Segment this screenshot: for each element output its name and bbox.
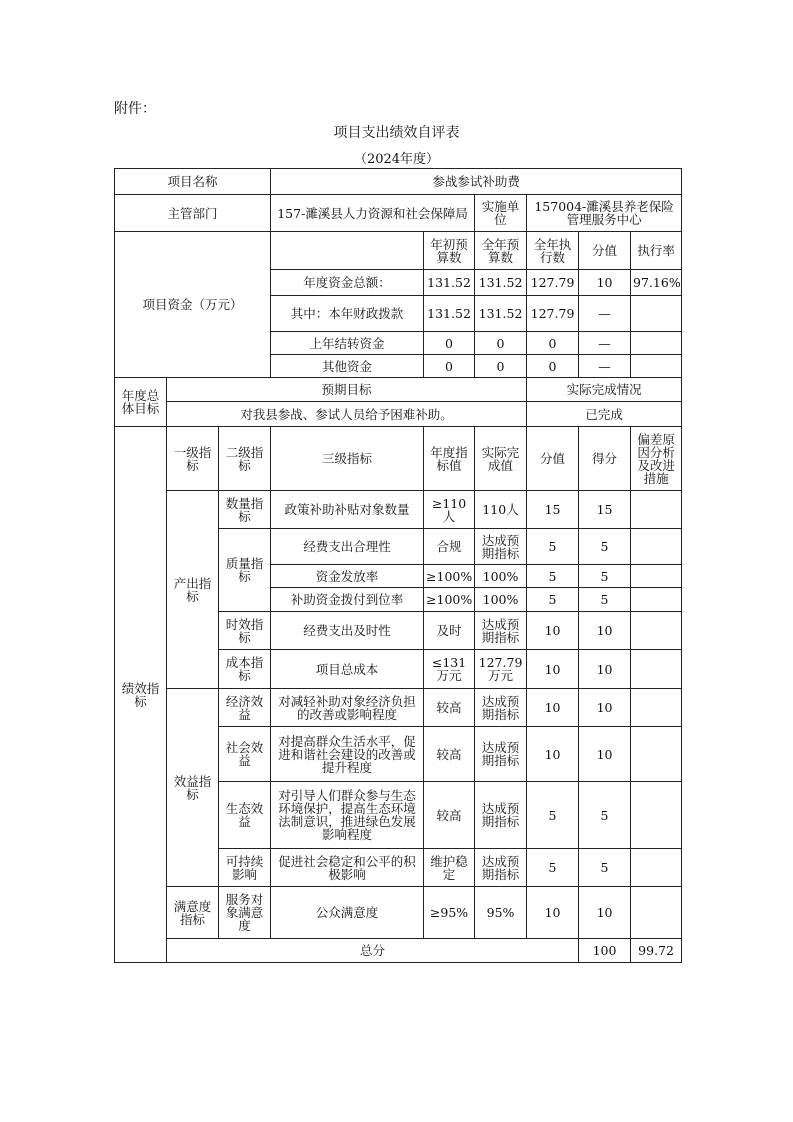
- funds-header: 分值: [579, 232, 631, 270]
- impl-unit-value: 157004-濉溪县养老保险管理服务中心: [527, 195, 682, 232]
- score-value: 10: [527, 650, 579, 689]
- actual-value: 达成预期指标: [475, 782, 527, 849]
- funds-rate: 97.16%: [631, 270, 682, 296]
- score: 5: [579, 782, 631, 849]
- funds-row-label: 其他资金: [271, 355, 424, 378]
- actual-value: 达成预期指标: [475, 727, 527, 782]
- level3-indicator: 政策补助补贴对象数量: [271, 491, 424, 529]
- page-title: 项目支出绩效自评表: [333, 125, 460, 141]
- indicator-row: [115, 887, 682, 939]
- indicator-header: 三级指标: [271, 427, 424, 491]
- actual-value: 127.79万元: [475, 650, 527, 689]
- indicator-header: 得分: [579, 427, 631, 491]
- score: 5: [579, 849, 631, 887]
- deviation-note: [631, 782, 682, 849]
- funds-init: 0: [424, 332, 475, 355]
- funds-header: 年初预算数: [424, 232, 475, 270]
- target-value: 较高: [424, 689, 475, 727]
- level1-benefit: 效益指标: [167, 689, 219, 887]
- level3-indicator: 对提高群众生活水平，促进和谐社会建设的改善或提升程度: [271, 727, 424, 782]
- target-value: ≥95%: [424, 887, 475, 939]
- funds-header-row: [115, 232, 682, 270]
- level2-sustainable: 可持续影响: [219, 849, 271, 887]
- impl-unit-label: 实施单位: [475, 195, 527, 232]
- target-value: 较高: [424, 782, 475, 849]
- score: 10: [579, 727, 631, 782]
- funds-header-blank: [271, 232, 424, 270]
- goals-expected: 对我县参战、参试人员给予困难补助。: [167, 402, 527, 427]
- level3-indicator: 经费支出合理性: [271, 529, 424, 565]
- score: 5: [579, 565, 631, 588]
- funds-init: 131.52: [424, 270, 475, 296]
- level2-economic: 经济效益: [219, 689, 271, 727]
- goals-actual-header: 实际完成情况: [527, 378, 682, 402]
- score-value: 10: [527, 689, 579, 727]
- level2-timeliness: 时效指标: [219, 612, 271, 650]
- score: 15: [579, 491, 631, 529]
- funds-init: 131.52: [424, 296, 475, 332]
- funds-annual: 131.52: [475, 270, 527, 296]
- level3-indicator: 经费支出及时性: [271, 612, 424, 650]
- indicator-header: 二级指标: [219, 427, 271, 491]
- funds-header: 执行率: [631, 232, 682, 270]
- total-row: [115, 939, 682, 963]
- level2-ecological: 生态效益: [219, 782, 271, 849]
- actual-value: 达成预期指标: [475, 529, 527, 565]
- level3-indicator: 对引导人们群众参与生态环境保护，提高生态环境法制意识，推进绿色发展影响程度: [271, 782, 424, 849]
- score-value: 5: [527, 529, 579, 565]
- level3-indicator: 公众满意度: [271, 887, 424, 939]
- actual-value: 达成预期指标: [475, 612, 527, 650]
- target-value: ≥100%: [424, 588, 475, 612]
- deviation-note: [631, 588, 682, 612]
- funds-score-value: —: [579, 332, 631, 355]
- project-name-row: [115, 169, 682, 195]
- goals-row: [115, 402, 682, 427]
- funds-rate: [631, 332, 682, 355]
- level3-indicator: 项目总成本: [271, 650, 424, 689]
- indicator-row: [115, 689, 682, 727]
- level2-quantity: 数量指标: [219, 491, 271, 529]
- actual-value: 100%: [475, 565, 527, 588]
- funds-score-value: 10: [579, 270, 631, 296]
- score: 10: [579, 689, 631, 727]
- indicator-header: 分值: [527, 427, 579, 491]
- score: 10: [579, 650, 631, 689]
- funds-row-label: 上年结转资金: [271, 332, 424, 355]
- level2-service-satisfaction: 服务对象满意度: [219, 887, 271, 939]
- indicators-label: 绩效指标: [115, 427, 167, 963]
- level3-indicator: 促进社会稳定和公平的积极影响: [271, 849, 424, 887]
- score: 10: [579, 612, 631, 650]
- target-value: ≥110人: [424, 491, 475, 529]
- level1-output: 产出指标: [167, 491, 219, 689]
- funds-score-value: —: [579, 355, 631, 378]
- actual-value: 95%: [475, 887, 527, 939]
- funds-score-value: —: [579, 296, 631, 332]
- evaluation-table: [114, 168, 682, 963]
- indicator-header: 实际完成值: [475, 427, 527, 491]
- funds-exec: 0: [527, 332, 579, 355]
- score-value: 10: [527, 727, 579, 782]
- score-value: 15: [527, 491, 579, 529]
- funds-exec: 127.79: [527, 270, 579, 296]
- dept-label: 主管部门: [115, 195, 271, 232]
- level3-indicator: 对减轻补助对象经济负担的改善或影响程度: [271, 689, 424, 727]
- deviation-note: [631, 727, 682, 782]
- goals-expected-header: 预期目标: [167, 378, 527, 402]
- goals-actual: 已完成: [527, 402, 682, 427]
- level2-quality: 质量指标: [219, 529, 271, 612]
- total-score-value: 100: [579, 939, 631, 963]
- goals-header-row: [115, 378, 682, 402]
- funds-row-label: 年度资金总额：: [271, 270, 424, 296]
- level2-cost: 成本指标: [219, 650, 271, 689]
- score-value: 10: [527, 887, 579, 939]
- deviation-note: [631, 612, 682, 650]
- dept-value: 157-濉溪县人力资源和社会保障局: [271, 195, 475, 232]
- deviation-note: [631, 491, 682, 529]
- funds-annual: 0: [475, 332, 527, 355]
- target-value: ≤131万元: [424, 650, 475, 689]
- total-score: 99.72: [631, 939, 682, 963]
- deviation-note: [631, 887, 682, 939]
- target-value: 及时: [424, 612, 475, 650]
- target-value: ≥100%: [424, 565, 475, 588]
- project-name-value: 参战参试补助费: [271, 169, 682, 195]
- funds-header: 全年预算数: [475, 232, 527, 270]
- target-value: 较高: [424, 727, 475, 782]
- indicator-row: [115, 491, 682, 529]
- deviation-note: [631, 849, 682, 887]
- score: 10: [579, 887, 631, 939]
- level3-indicator: 补助资金拨付到位率: [271, 588, 424, 612]
- score-value: 5: [527, 565, 579, 588]
- funds-header: 全年执行数: [527, 232, 579, 270]
- funds-rate: [631, 355, 682, 378]
- funds-exec: 127.79: [527, 296, 579, 332]
- level3-indicator: 资金发放率: [271, 565, 424, 588]
- goals-label: 年度总体目标: [115, 378, 167, 427]
- actual-value: 100%: [475, 588, 527, 612]
- indicator-header: 年度指标值: [424, 427, 475, 491]
- project-name-label: 项目名称: [115, 169, 271, 195]
- deviation-note: [631, 529, 682, 565]
- target-value: 维护稳定: [424, 849, 475, 887]
- level1-satisfaction: 满意度指标: [167, 887, 219, 939]
- level2-social: 社会效益: [219, 727, 271, 782]
- score-value: 5: [527, 849, 579, 887]
- score-value: 5: [527, 782, 579, 849]
- funds-annual: 0: [475, 355, 527, 378]
- deviation-note: [631, 565, 682, 588]
- total-label: 总分: [167, 939, 579, 963]
- year-subtitle: （2024年度）: [353, 152, 440, 167]
- deviation-note: [631, 689, 682, 727]
- funds-init: 0: [424, 355, 475, 378]
- score: 5: [579, 529, 631, 565]
- deviation-note: [631, 650, 682, 689]
- dept-row: [115, 195, 682, 232]
- indicator-header-row: [115, 427, 682, 491]
- actual-value: 110人: [475, 491, 527, 529]
- target-value: 合规: [424, 529, 475, 565]
- indicator-header: 偏差原因分析及改进措施: [631, 427, 682, 491]
- funds-annual: 131.52: [475, 296, 527, 332]
- attachment-label: 附件：: [114, 101, 156, 117]
- funds-label: 项目资金（万元）: [115, 232, 271, 378]
- indicator-header: 一级指标: [167, 427, 219, 491]
- score-value: 5: [527, 588, 579, 612]
- funds-exec: 0: [527, 355, 579, 378]
- score-value: 10: [527, 612, 579, 650]
- actual-value: 达成预期指标: [475, 689, 527, 727]
- actual-value: 达成预期指标: [475, 849, 527, 887]
- score: 5: [579, 588, 631, 612]
- funds-rate: [631, 296, 682, 332]
- funds-row-label: 其中：本年财政拨款: [271, 296, 424, 332]
